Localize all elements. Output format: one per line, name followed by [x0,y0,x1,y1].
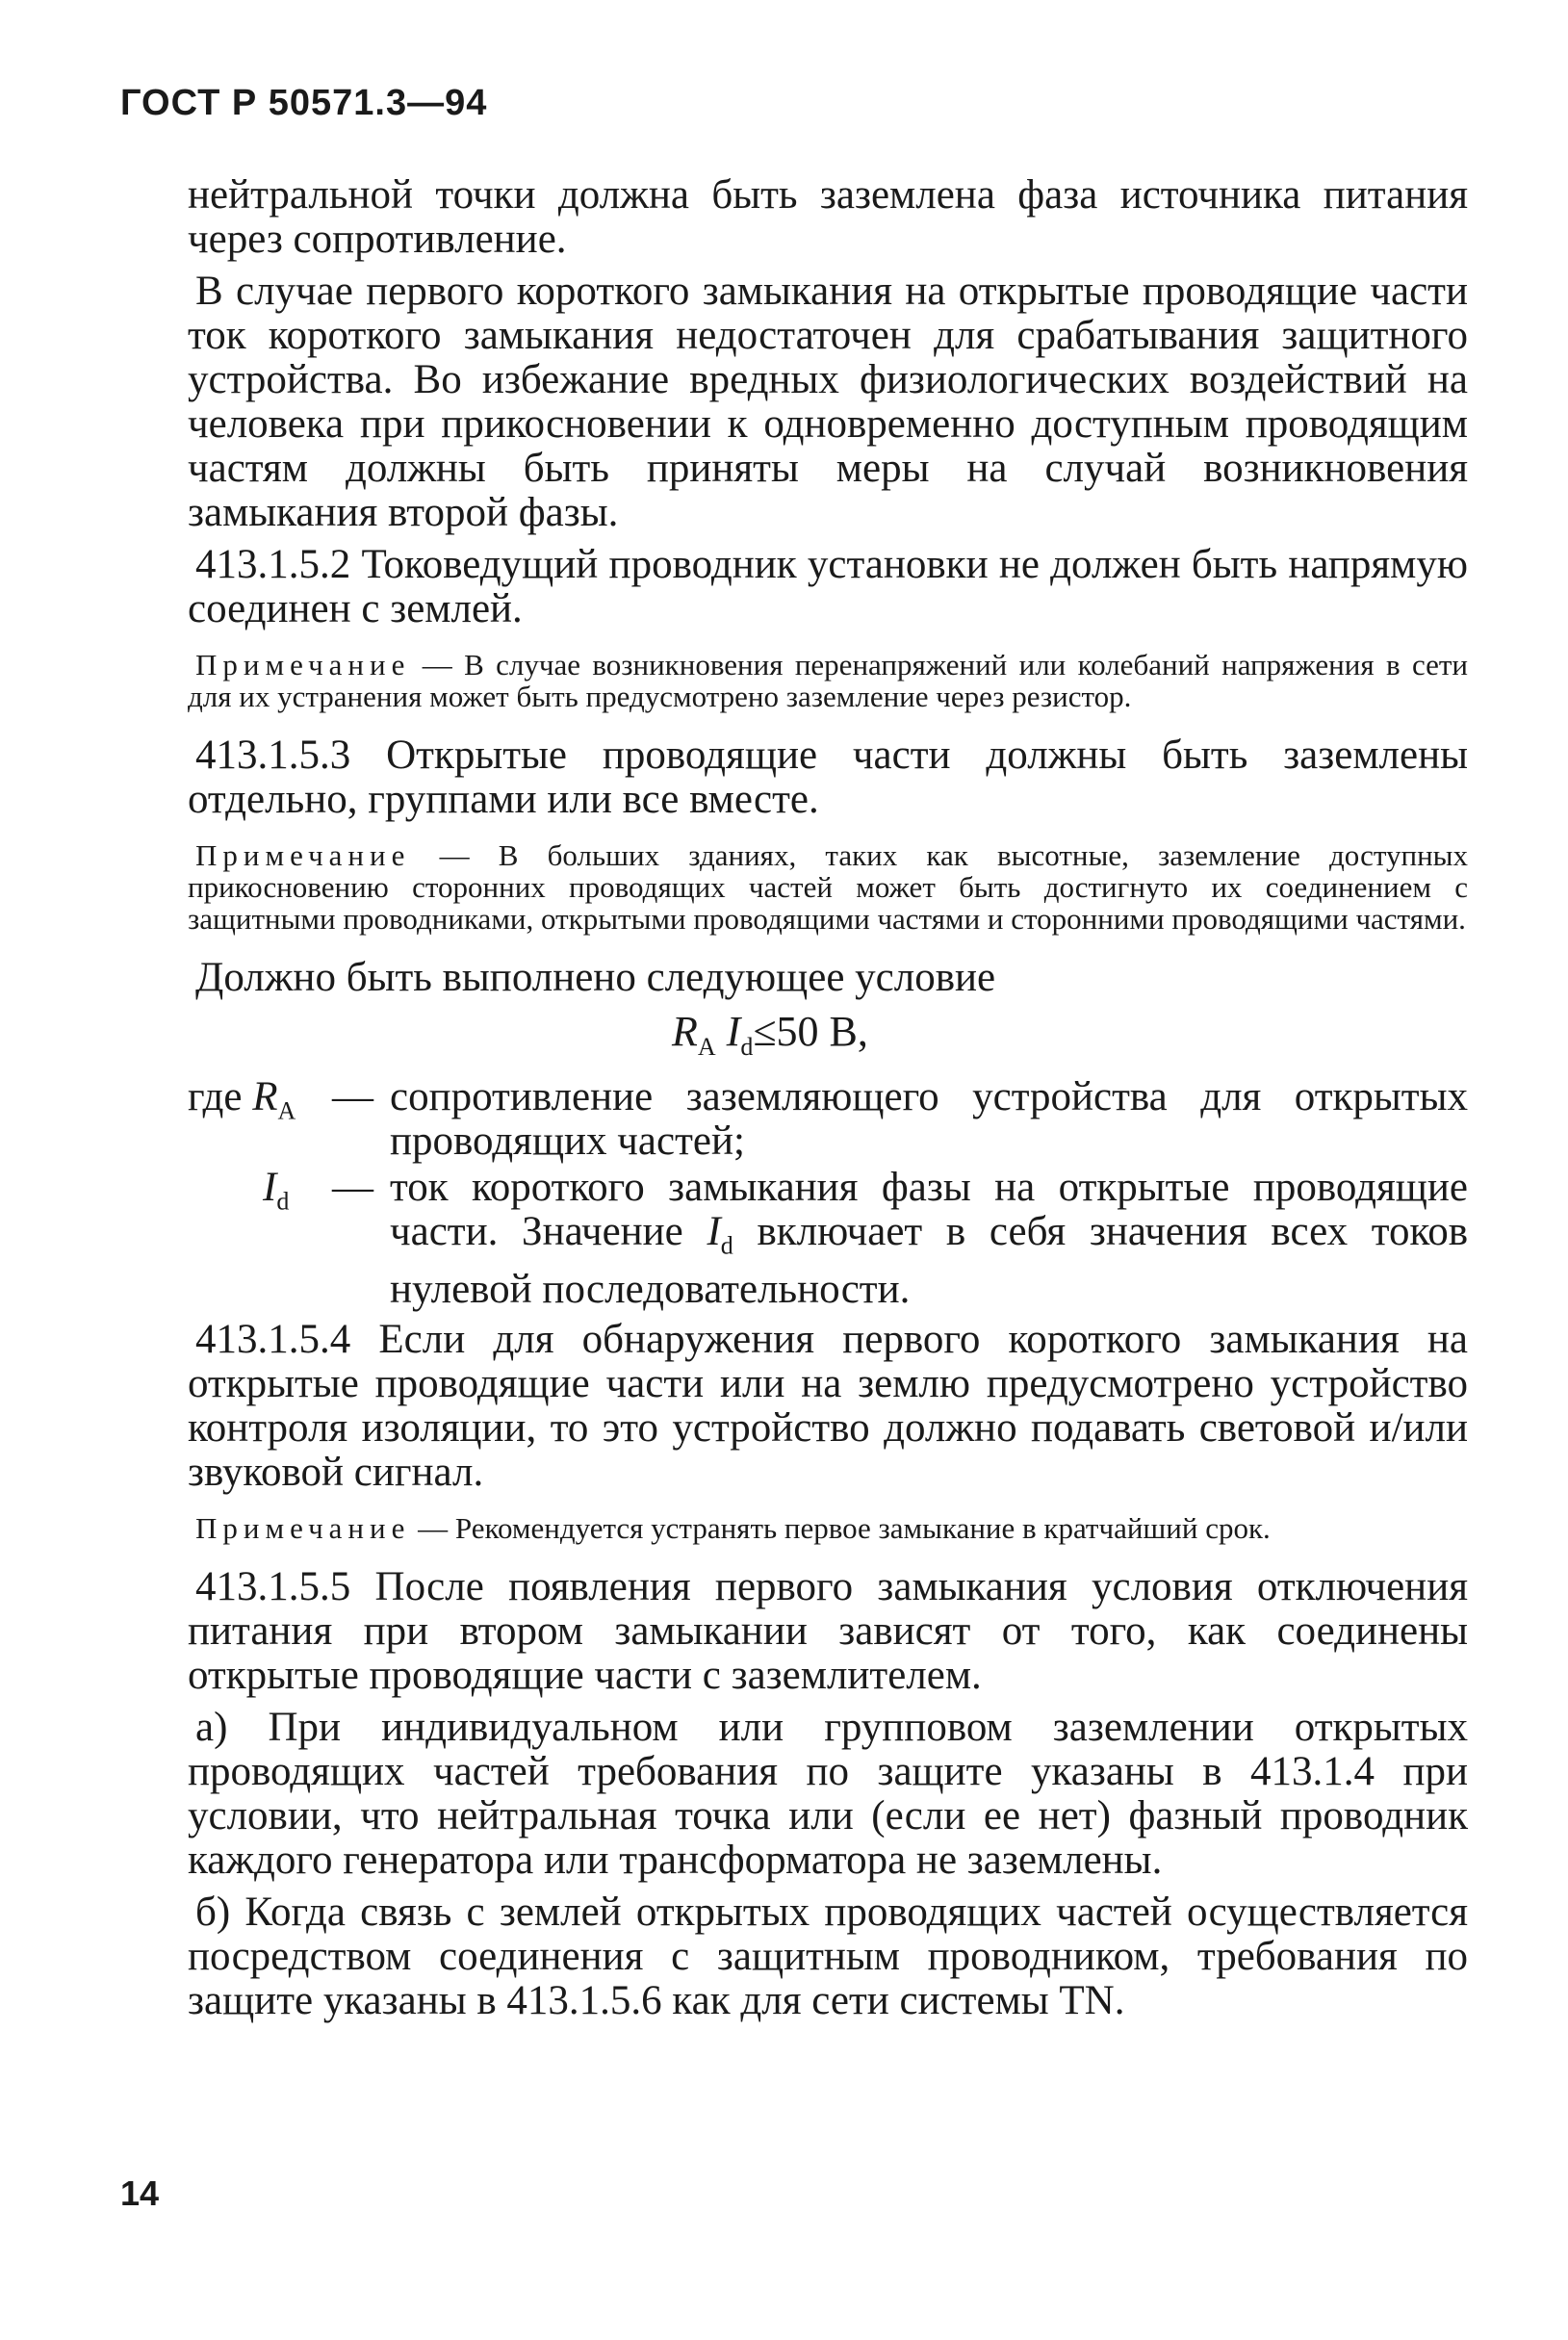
inline-symbol-i: I [707,1208,721,1254]
symbol-i-sub: d [276,1187,290,1216]
formula [188,1008,1468,1071]
definition-symbol [188,1075,332,1164]
page-number: 14 [120,2173,160,2213]
formula-rest: ≤50 В, [753,1008,868,1055]
clause-413-1-5-5: 413.1.5.5 После появления первого замыкания условия отключения питания при втором замыкании зависят от того, как соединены открытые проводящие части с заземлителем. [188,1564,1468,1699]
definition-text-part: включает в себя значения всех токов нулевой последовательности. [390,1208,1468,1313]
note-1 [188,649,1468,712]
definitions [188,1075,1468,1313]
note-text: — Рекомендуется устранять первое замыкание в кратчайший срок. [410,1511,1271,1546]
paragraph-continuation: нейтральной точки должна быть заземлена фаза источника питания через сопротивление. [188,172,1468,262]
definition-text: сопротивление заземляющего устройства для открытых проводящих частей; [390,1073,1468,1164]
item-a: а) При индивидуальном или групповом заземлении открытых проводящих частей требования по защите указаны в 413.1.4 при условии, что нейтральная точка или (если ее нет) фазный проводник каждого генератора или трансформатора не заземлены. [188,1705,1468,1884]
formula-i-sub: d [740,1032,754,1061]
note-label: Примечание [195,1511,411,1546]
condition-intro: Должно быть выполнено следующее условие [195,955,996,1000]
formula-r: R [672,1008,698,1055]
symbol-r-sub: A [277,1096,296,1125]
definition-ra [188,1075,1468,1164]
page-body [188,173,1468,2031]
definition-text [390,1166,1468,1313]
note-text: — В больших зданиях, таких как высотные, заземление доступных прикосновению сторонних проводящих частей может быть достигнуто их соединением с защитными проводниками, открытыми проводящими частями и сторонними проводящими частями. [188,838,1468,936]
item-b: б) Когда связь с землей открытых проводящих частей осуществляется посредством соединения с защитным проводником, требования по защите указаны в 413.1.5.6 как для сети системы TN. [188,1890,1468,2024]
definition-id [188,1166,1468,1313]
symbol-i: I [263,1164,277,1210]
definition-dash: — [332,1073,373,1119]
definition-text-part: ток короткого замыкания фазы на открытые проводящие части. Значение [390,1164,1468,1254]
clause-413-1-5-3: 413.1.5.3 Открытые проводящие части должны быть заземлены отдельно, группами или все вместе. [188,733,1468,822]
where-word: где [188,1073,243,1119]
paragraph-first-fault: В случае первого короткого замыкания на открытые проводящие части ток короткого замыкания недостаточен для срабатывания защитного устройства. Во избежание вредных физиологических воздействий на человека при прикосновении к одновременно доступным проводящим частям должны быть приняты меры на случай возникновения замыкания второй фазы. [188,269,1468,535]
note-3 [188,1512,1468,1544]
definition-dash: — [332,1164,373,1210]
note-2 [188,839,1468,935]
definition-symbol [188,1166,332,1313]
note-label: Примечание [195,648,411,681]
note-label: Примечание [195,838,411,872]
formula-i: I [726,1008,741,1055]
clause-413-1-5-4: 413.1.5.4 Если для обнаружения первого короткого замыкания на открытые проводящие части или на землю предусмотрено устройство контроля изоляции, то это устройство должно подавать световой и/или звуковой сигнал. [188,1317,1468,1496]
note-text: — В случае возникновения перенапряжений или колебаний напряжения в сети для их устранения может быть предусмотрено заземление через резистор. [188,648,1468,713]
clause-413-1-5-2: 413.1.5.2 Токоведущий проводник установки не должен быть напрямую соединен с землей. [188,542,1468,631]
formula-r-sub: A [697,1032,716,1061]
symbol-r: R [252,1073,278,1119]
inline-symbol-i-sub: d [720,1231,733,1260]
document-header: ГОСТ Р 50571.3—94 [120,83,488,123]
